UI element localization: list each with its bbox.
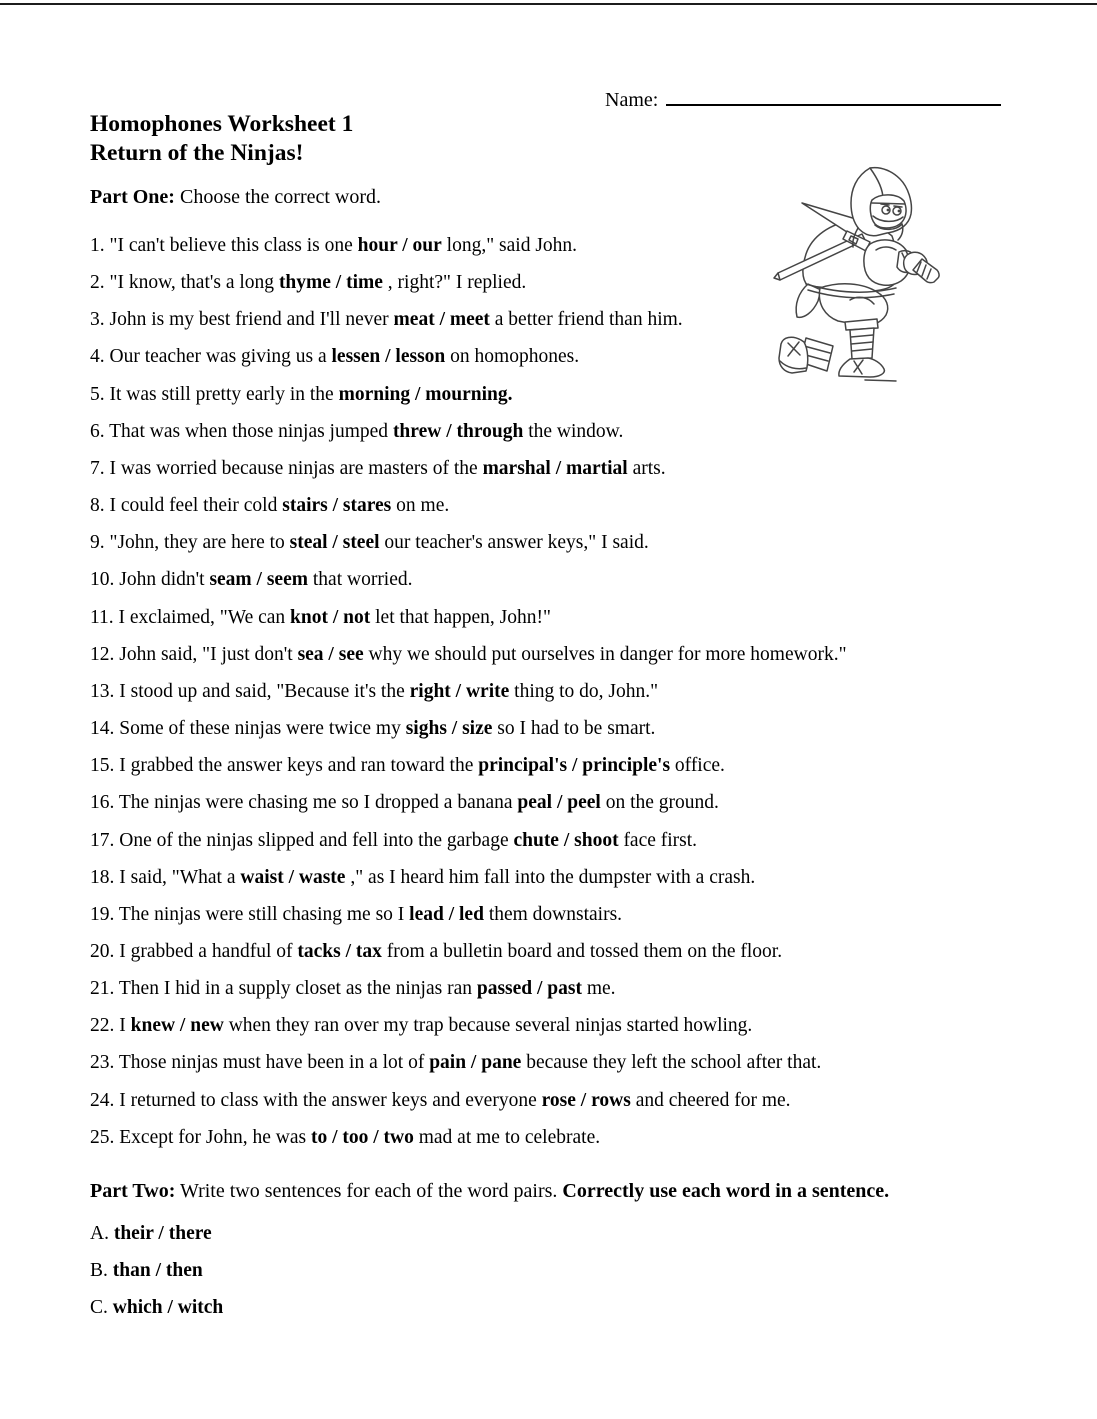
question-post: on me. (391, 495, 450, 517)
question-post: and cheered for me. (630, 1089, 791, 1111)
word-pair-row (90, 1215, 223, 1252)
question-row (90, 710, 847, 747)
question-post: that worried. (308, 569, 413, 591)
question-pre: 15. I grabbed the answer keys and ran toward the (90, 755, 479, 777)
question-pre: 12. John said, "I just don't (90, 643, 298, 665)
question-post: them downstairs. (483, 903, 623, 925)
question-row (90, 970, 847, 1007)
question-homophones: threw / through (392, 420, 524, 442)
question-pre: 20. I grabbed a handful of (90, 940, 298, 962)
question-pre: 10. John didn't (90, 569, 210, 591)
question-row (90, 896, 847, 933)
part-one-instructions: Choose the correct word. (174, 186, 382, 208)
question-homophones: principal's / principle's (478, 755, 671, 777)
word-pair-list (90, 1215, 223, 1327)
question-pre: 11. I exclaimed, "We can (90, 606, 291, 628)
question-row (90, 376, 847, 413)
question-row (90, 1119, 847, 1156)
word-pair: their / there (113, 1223, 212, 1244)
part-two-instructions: Write two sentences for each of the word pairs. (175, 1180, 563, 1202)
question-homophones: lessen / lesson (331, 346, 446, 368)
question-post: face first. (618, 829, 698, 851)
question-row (90, 1082, 847, 1119)
question-homophones: sighs / size (405, 718, 493, 740)
question-homophones: to / too / two (310, 1126, 414, 1148)
part-one-label: Part One: (90, 186, 175, 208)
word-pair: than / then (112, 1260, 203, 1282)
question-pre: 8. I could feel their cold (90, 495, 283, 517)
question-post: because they left the school after that. (521, 1052, 822, 1074)
question-row (90, 561, 847, 598)
name-label: Name: (605, 89, 659, 111)
worksheet-title (90, 110, 353, 168)
question-row (90, 599, 847, 636)
question-row (90, 524, 847, 561)
part-one-heading (90, 186, 381, 209)
question-post: from a bulletin board and tossed them on the floor. (381, 940, 783, 962)
part-two-label: Part Two: (90, 1180, 176, 1202)
question-row (90, 301, 847, 338)
question-pre: 21. Then I hid in a supply closet as the ninjas ran (90, 978, 477, 1000)
question-homophones: peal / peel (517, 792, 601, 814)
question-homophones: knew / new (130, 1015, 224, 1037)
question-homophones: right / write (409, 680, 510, 702)
word-pair-row (90, 1252, 223, 1289)
question-row (90, 338, 847, 375)
question-pre: 14. Some of these ninjas were twice my (90, 718, 406, 740)
question-pre: 25. Except for John, he was (90, 1126, 311, 1148)
question-post: our teacher's answer keys," I said. (379, 532, 649, 554)
question-pre: 2. "I know, that's a long (90, 272, 279, 294)
question-row (90, 784, 847, 821)
question-homophones: tacks / tax (297, 940, 382, 962)
question-pre: 24. I returned to class with the answer keys and everyone (90, 1089, 542, 1111)
word-pair-letter: B. (90, 1260, 113, 1282)
question-row (90, 933, 847, 970)
question-list (90, 227, 847, 1156)
question-homophones: passed / past (476, 978, 582, 1000)
question-row (90, 636, 847, 673)
question-row (90, 1044, 847, 1081)
question-pre: 5. It was still pretty early in the (90, 383, 339, 405)
question-post: on homophones. (445, 346, 580, 368)
title-line-2: Return of the Ninjas! (90, 140, 304, 166)
question-homophones: pain / pane (429, 1052, 522, 1074)
question-homophones: marshal / martial (482, 457, 628, 479)
question-pre: 18. I said, "What a (90, 866, 241, 888)
question-post: a better friend than him. (489, 309, 683, 331)
word-pair-letter: A. (90, 1223, 114, 1244)
question-row (90, 1007, 847, 1044)
question-pre: 22. I (90, 1015, 131, 1037)
question-pre: 17. One of the ninjas slipped and fell into the garbage (90, 829, 514, 851)
question-post: thing to do, John." (509, 680, 659, 702)
question-homophones: chute / shoot (513, 829, 619, 851)
question-pre: 13. I stood up and said, "Because it's the (90, 680, 410, 702)
word-pair-letter: C. (90, 1297, 113, 1319)
question-homophones: rose / rows (541, 1089, 631, 1111)
question-pre: 3. John is my best friend and I'll never (90, 309, 394, 331)
question-pre: 23. Those ninjas must have been in a lot of (90, 1052, 430, 1074)
name-blank-line (666, 88, 1001, 106)
question-pre: 16. The ninjas were chasing me so I dropped a banana (90, 792, 518, 814)
title-line-1: Homophones Worksheet 1 (90, 111, 354, 137)
word-pair: which / witch (112, 1297, 224, 1319)
question-post: long," said John. (441, 235, 578, 256)
question-row (90, 413, 847, 450)
question-post: why we should put ourselves in danger for more homework." (363, 643, 847, 665)
question-post: when they ran over my trap because several ninjas started howling. (223, 1015, 753, 1037)
question-homophones: hour / our (357, 235, 442, 256)
question-row (90, 859, 847, 896)
question-row (90, 227, 847, 264)
question-homophones: thyme / time (278, 272, 383, 294)
question-post: on the ground. (600, 792, 719, 814)
word-pair-row (90, 1289, 223, 1326)
question-homophones: knot / not (290, 606, 371, 628)
question-homophones: steal / steel (289, 532, 380, 554)
question-post: office. (670, 755, 725, 777)
name-field (605, 88, 1001, 112)
question-post: , right?" I replied. (382, 272, 527, 294)
question-post: let that happen, John!" (370, 606, 551, 628)
question-homophones: morning / mourning. (338, 383, 513, 405)
question-post: so I had to be smart. (492, 718, 656, 740)
question-pre: 19. The ninjas were still chasing me so I (90, 903, 410, 925)
question-row (90, 264, 847, 301)
question-pre: 4. Our teacher was giving us a (90, 346, 332, 368)
question-post: arts. (627, 457, 666, 479)
question-homophones: stairs / stares (282, 495, 392, 517)
question-homophones: sea / see (297, 643, 364, 665)
question-row (90, 747, 847, 784)
question-row (90, 822, 847, 859)
question-pre: 7. I was worried because ninjas are masters of the (90, 457, 483, 479)
question-post: me. (581, 978, 616, 1000)
question-post: mad at me to celebrate. (413, 1126, 601, 1148)
question-pre: 9. "John, they are here to (90, 532, 290, 554)
question-row (90, 450, 847, 487)
question-homophones: lead / led (409, 903, 484, 925)
question-pre: 1. "I can't believe this class is one (90, 235, 358, 256)
question-pre: 6. That was when those ninjas jumped (90, 420, 393, 442)
question-row (90, 673, 847, 710)
question-row (90, 487, 847, 524)
part-two-instructions-bold: Correctly use each word in a sentence. (562, 1180, 890, 1202)
question-homophones: meat / meet (393, 309, 490, 331)
top-border-line (0, 3, 1097, 5)
part-two-heading (90, 1180, 889, 1203)
question-post: ," as I heard him fall into the dumpster with a crash. (345, 866, 756, 888)
question-homophones: waist / waste (240, 866, 346, 888)
question-post: the window. (523, 420, 624, 442)
question-homophones: seam / seem (209, 569, 308, 591)
